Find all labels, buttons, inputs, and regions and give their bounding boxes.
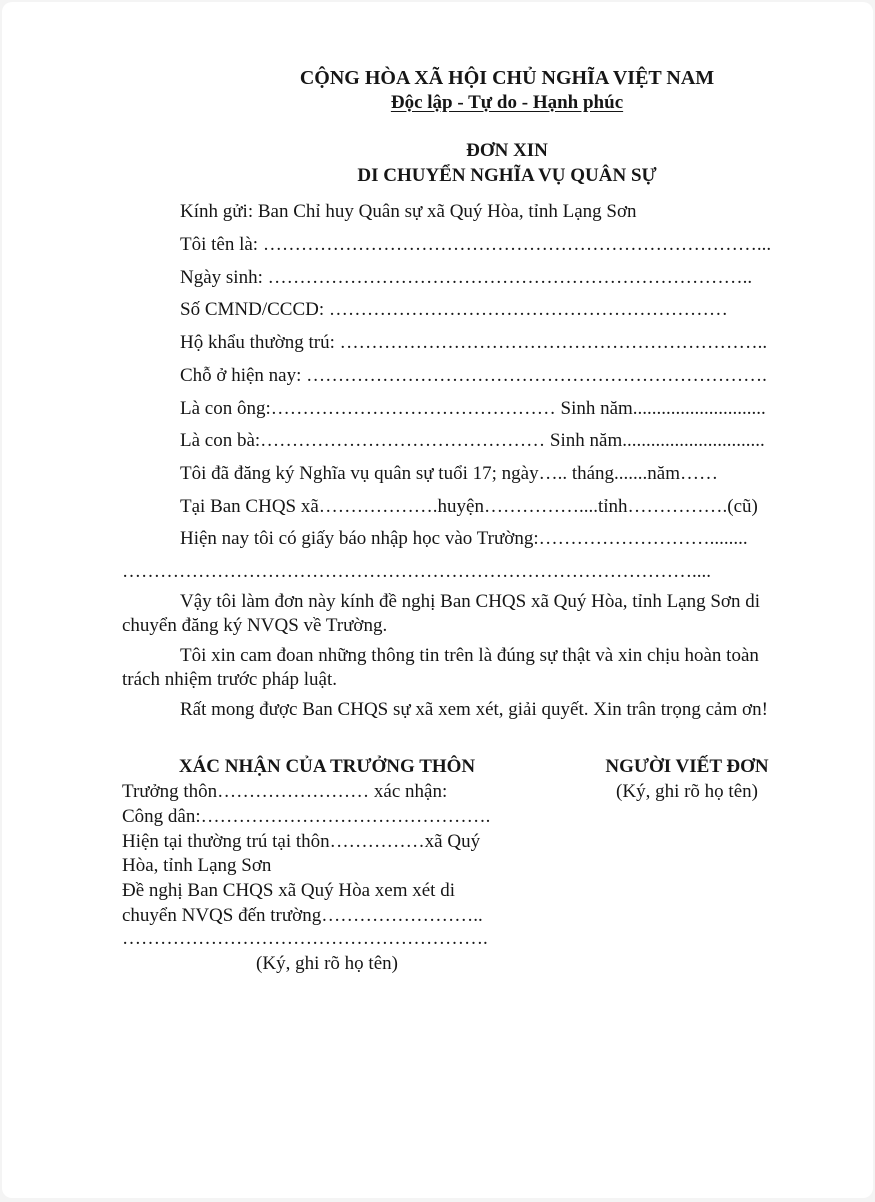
field-id-number: Số CMND/CCCD: ………………………………………………………	[180, 299, 728, 320]
form-title-line1: ĐƠN XIN	[466, 140, 548, 161]
field-continuation: ………………………………………………………………………………....	[122, 561, 711, 582]
confirmation-line7: ………………………………………………….	[122, 928, 488, 949]
field-name: Tôi tên là: ……………………………………………………………………...	[180, 234, 772, 255]
confirmation-line1: Trưởng thôn…………………… xác nhận:	[122, 781, 448, 802]
confirmation-heading: XÁC NHẬN CỦA TRƯỞNG THÔN	[178, 756, 476, 777]
field-mother: Là con bà:……………………………………… Sinh năm..............................	[180, 430, 765, 451]
confirmation-line5: Đề nghị Ban CHQS xã Quý Hòa xem xét di	[122, 880, 455, 901]
confirmation-line6: chuyển NVQS đến trường……………………..	[122, 905, 483, 926]
motto-text: Độc lập - Tự do - Hạnh phúc	[390, 92, 624, 113]
field-dob: Ngày sinh: …………………………………………………………………..	[180, 267, 753, 288]
request-paragraph-line1: Vậy tôi làm đơn này kính đề nghị Ban CHQS xã Quý Hòa, tỉnh Lạng Sơn di	[180, 591, 761, 612]
document-page	[2, 2, 873, 1198]
pledge-paragraph-line2: trách nhiệm trước pháp luật.	[122, 669, 338, 690]
applicant-sign-note: (Ký, ghi rõ họ tên)	[616, 781, 758, 802]
field-school-notice: Hiện nay tôi có giấy báo nhập học vào Trường:………………………........	[180, 528, 748, 549]
field-registration: Tôi đã đăng ký Nghĩa vụ quân sự tuổi 17; ngày….. tháng.......năm……	[180, 463, 719, 484]
confirmation-line3: Hiện tại thường trú tại thôn……………xã Quý	[122, 831, 481, 852]
field-registration-location: Tại Ban CHQS xã……………….huyện……………....tỉnh…………….(cũ)	[180, 496, 758, 517]
field-current-address: Chỗ ở hiện nay: ……………………………………………………………….	[180, 365, 767, 386]
field-father: Là con ông:……………………………………… Sinh năm............................	[180, 398, 766, 419]
applicant-heading: NGƯỜI VIẾT ĐƠN	[605, 756, 769, 777]
confirmation-sign-note: (Ký, ghi rõ họ tên)	[256, 953, 398, 974]
pledge-paragraph-line1: Tôi xin cam đoan những thông tin trên là đúng sự thật và xin chịu hoàn toàn	[180, 645, 759, 666]
confirmation-line4: Hòa, tỉnh Lạng Sơn	[122, 855, 272, 876]
recipient-line: Kính gửi: Ban Chỉ huy Quân sự xã Quý Hòa, tỉnh Lạng Sơn	[180, 201, 637, 222]
thanks-paragraph: Rất mong được Ban CHQS sự xã xem xét, giải quyết. Xin trân trọng cảm ơn!	[180, 699, 768, 720]
form-title-line2: DI CHUYỂN NGHĨA VỤ QUÂN SỰ	[357, 165, 657, 186]
motto	[202, 91, 812, 115]
field-permanent-residence: Hộ khẩu thường trú: …………………………………………………………..	[180, 332, 768, 353]
request-paragraph-line2: chuyển đăng ký NVQS về Trường.	[122, 615, 388, 636]
national-title: CỘNG HÒA XÃ HỘI CHỦ NGHĨA VIỆT NAM	[299, 67, 715, 89]
confirmation-line2: Công dân:……………………………………….	[122, 806, 491, 827]
